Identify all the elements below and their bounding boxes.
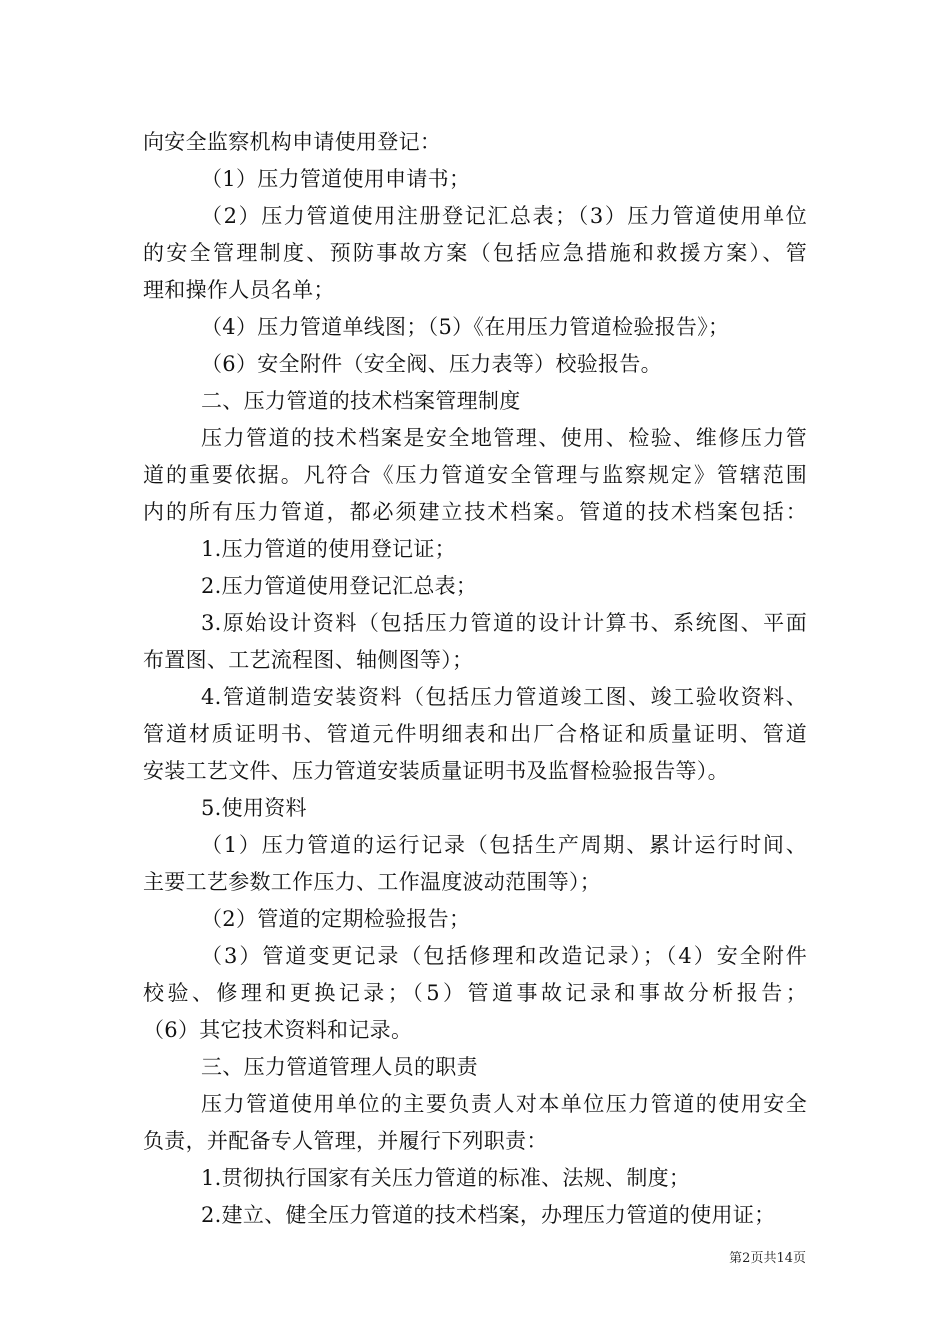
- text-line: 布置图、工艺流程图、轴侧图等）；: [143, 648, 474, 672]
- document-body: [143, 124, 807, 1234]
- text-line: 的安全管理制度、预防事故方案（包括应急措施和救援方案）、管: [143, 241, 807, 265]
- text-line: 1.贯彻执行国家有关压力管道的标准、法规、制度；: [201, 1166, 691, 1190]
- text-line: 压力管道的技术档案是安全地管理、使用、检验、维修压力管: [201, 426, 807, 450]
- text-line: 压力管道使用单位的主要负责人对本单位压力管道的使用安全: [201, 1092, 807, 1116]
- text-line: 理和操作人员名单；: [143, 278, 335, 302]
- text-line: 3.原始设计资料（包括压力管道的设计计算书、系统图、平面: [201, 611, 807, 635]
- section-heading: 三、压力管道管理人员的职责: [201, 1055, 478, 1079]
- text-line: （1）压力管道的运行记录（包括生产周期、累计运行时间、: [201, 833, 807, 857]
- text-line: 5.使用资料: [201, 796, 307, 820]
- section-heading: 二、压力管道的技术档案管理制度: [201, 389, 521, 413]
- page-number-footer: 第2页共14页: [729, 1251, 806, 1266]
- text-line: 向安全监察机构申请使用登记：: [143, 130, 442, 154]
- text-line: 2.压力管道使用登记汇总表；: [201, 574, 478, 598]
- text-line: 道的重要依据。凡符合《压力管道安全管理与监察规定》管辖范围: [143, 463, 807, 487]
- text-line: （6）安全附件（安全阀、压力表等）校验报告。: [201, 352, 662, 376]
- text-line: 4.管道制造安装资料（包括压力管道竣工图、竣工验收资料、: [201, 685, 807, 709]
- text-line: （3）管道变更记录（包括修理和改造记录）；（4）安全附件: [201, 944, 807, 968]
- text-line: 1.压力管道的使用登记证；: [201, 537, 456, 561]
- text-line: 内的所有压力管道，都必须建立技术档案。管道的技术档案包括：: [143, 500, 807, 524]
- text-line: 校验、修理和更换记录；（5）管道事故记录和事故分析报告；: [143, 981, 807, 1005]
- text-line: （2）管道的定期检验报告；: [201, 907, 471, 931]
- text-line: 负责，并配备专人管理，并履行下列职责：: [143, 1129, 548, 1153]
- text-line: （1）压力管道使用申请书；: [201, 167, 471, 191]
- text-line: 2.建立、健全压力管道的技术档案，办理压力管道的使用证；: [201, 1203, 776, 1227]
- text-line: 管道材质证明书、管道元件明细表和出厂合格证和质量证明、管道: [143, 722, 807, 746]
- text-line: 安装工艺文件、压力管道安装质量证明书及监督检验报告等）。: [143, 759, 729, 783]
- text-line: （2）压力管道使用注册登记汇总表；（3）压力管道使用单位: [201, 204, 807, 228]
- text-line: （6）其它技术资料和记录。: [143, 1018, 413, 1042]
- text-line: （4）压力管道单线图；（5）《在用压力管道检验报告》；: [201, 315, 730, 339]
- text-line: 主要工艺参数工作压力、工作温度波动范围等）；: [143, 870, 602, 894]
